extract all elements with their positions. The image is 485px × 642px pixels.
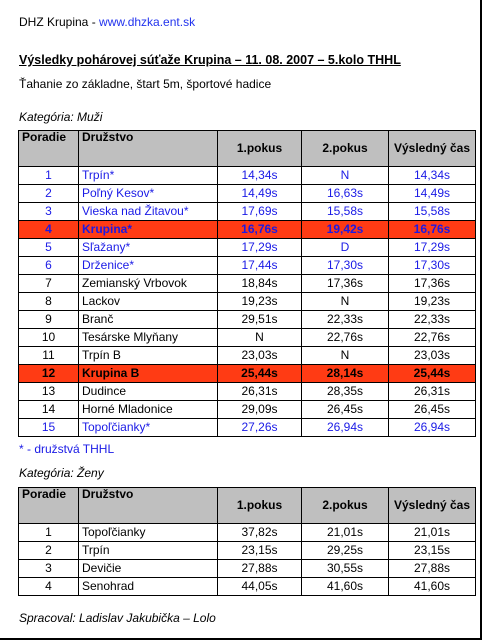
- team-cell: Topoľčianky: [79, 524, 218, 542]
- final-time-cell: 26,45s: [389, 401, 476, 419]
- attempt1-cell: 18,84s: [218, 275, 302, 293]
- final-time-cell: 26,31s: [389, 383, 476, 401]
- attempt1-cell: 27,88s: [218, 560, 302, 578]
- final-time-cell: 22,76s: [389, 329, 476, 347]
- rank-cell: 14: [19, 401, 79, 419]
- document-subtitle: Ťahanie zo základne, štart 5m, športové hadice: [19, 77, 272, 91]
- attempt1-cell: 29,51s: [218, 311, 302, 329]
- final-time-cell: 19,23s: [389, 293, 476, 311]
- attempt1-cell: 14,34s: [218, 167, 302, 185]
- table-row: [19, 311, 476, 329]
- thhl-note: * - družstvá THHL: [19, 442, 115, 456]
- final-time-cell: 14,49s: [389, 185, 476, 203]
- men-category-label: Kategória: Muži: [19, 110, 103, 124]
- rank-cell: 1: [19, 167, 79, 185]
- attempt1-cell: 29,09s: [218, 401, 302, 419]
- attempt2-cell: 22,33s: [302, 311, 389, 329]
- col-header-rank: Poradie: [19, 131, 79, 167]
- table-header-row: [19, 131, 476, 167]
- team-cell: Trpín: [79, 542, 218, 560]
- final-time-cell: 41,60s: [389, 578, 476, 596]
- final-time-cell: 25,44s: [389, 365, 476, 383]
- attempt2-cell: 15,58s: [302, 203, 389, 221]
- rank-cell: 1: [19, 524, 79, 542]
- table-row: [19, 365, 476, 383]
- team-cell: Tesárske Mlyňany: [79, 329, 218, 347]
- attempt2-cell: 26,94s: [302, 419, 389, 437]
- rank-cell: 9: [19, 311, 79, 329]
- rank-cell: 5: [19, 239, 79, 257]
- table-row: [19, 347, 476, 365]
- women-category-label: Kategória: Ženy: [19, 466, 104, 480]
- team-cell: Dudince: [79, 383, 218, 401]
- attempt2-cell: 28,35s: [302, 383, 389, 401]
- attempt2-cell: N: [302, 293, 389, 311]
- attempt1-cell: 44,05s: [218, 578, 302, 596]
- col-header-team: Družstvo: [79, 131, 218, 167]
- rank-cell: 3: [19, 560, 79, 578]
- table-row: [19, 329, 476, 347]
- table-row: [19, 221, 476, 239]
- table-row: [19, 542, 476, 560]
- attempt2-cell: N: [302, 167, 389, 185]
- final-time-cell: 17,30s: [389, 257, 476, 275]
- attempt2-cell: 22,76s: [302, 329, 389, 347]
- attempt2-cell: 17,36s: [302, 275, 389, 293]
- attempt1-cell: 17,44s: [218, 257, 302, 275]
- team-cell: Krupina B: [79, 365, 218, 383]
- attempt1-cell: 26,31s: [218, 383, 302, 401]
- col-header-team: Družstvo: [79, 488, 218, 524]
- header-separator: -: [88, 15, 100, 29]
- table-header-row: [19, 488, 476, 524]
- attempt2-cell: 21,01s: [302, 524, 389, 542]
- attempt1-cell: 23,15s: [218, 542, 302, 560]
- rank-cell: 7: [19, 275, 79, 293]
- attempt2-cell: 30,55s: [302, 560, 389, 578]
- team-cell: Senohrad: [79, 578, 218, 596]
- rank-cell: 8: [19, 293, 79, 311]
- attempt2-cell: 29,25s: [302, 542, 389, 560]
- attempt2-cell: N: [302, 347, 389, 365]
- attempt2-cell: 17,30s: [302, 257, 389, 275]
- rank-cell: 10: [19, 329, 79, 347]
- table-row: [19, 275, 476, 293]
- table-row: [19, 419, 476, 437]
- rank-cell: 11: [19, 347, 79, 365]
- website-link[interactable]: www.dhzka.ent.sk: [99, 15, 196, 29]
- col-header-attempt2: 2.pokus: [302, 131, 389, 167]
- team-cell: Vieska nad Žitavou*: [79, 203, 218, 221]
- final-time-cell: 26,94s: [389, 419, 476, 437]
- col-header-rank: Poradie: [19, 488, 79, 524]
- team-cell: Krupina*: [79, 221, 218, 239]
- final-time-cell: 27,88s: [389, 560, 476, 578]
- rank-cell: 4: [19, 221, 79, 239]
- team-cell: Trpín*: [79, 167, 218, 185]
- attempt1-cell: 17,69s: [218, 203, 302, 221]
- attempt1-cell: 37,82s: [218, 524, 302, 542]
- attempt2-cell: D: [302, 239, 389, 257]
- women-results-table: [18, 487, 476, 596]
- col-header-attempt1: 1.pokus: [218, 488, 302, 524]
- org-name: DHZ Krupina: [19, 15, 89, 29]
- processed-by-footer: Spracoval: Ladislav Jakubička – Lolo: [19, 611, 216, 625]
- rank-cell: 6: [19, 257, 79, 275]
- attempt1-cell: 23,03s: [218, 347, 302, 365]
- attempt1-cell: 17,29s: [218, 239, 302, 257]
- attempt1-cell: N: [218, 329, 302, 347]
- rank-cell: 13: [19, 383, 79, 401]
- table-row: [19, 524, 476, 542]
- attempt1-cell: 25,44s: [218, 365, 302, 383]
- document-title: Výsledky pohárovej súťaže Krupina – 11. 08. 2007 – 5.kolo THHL: [19, 53, 401, 67]
- team-cell: Sľažany*: [79, 239, 218, 257]
- final-time-cell: 16,76s: [389, 221, 476, 239]
- attempt2-cell: 41,60s: [302, 578, 389, 596]
- final-time-cell: 23,03s: [389, 347, 476, 365]
- attempt1-cell: 16,76s: [218, 221, 302, 239]
- team-cell: Branč: [79, 311, 218, 329]
- team-cell: Lackov: [79, 293, 218, 311]
- team-cell: Poľný Kesov*: [79, 185, 218, 203]
- rank-cell: 15: [19, 419, 79, 437]
- attempt1-cell: 19,23s: [218, 293, 302, 311]
- team-cell: Topoľčianky*: [79, 419, 218, 437]
- team-cell: Zemianský Vrbovok: [79, 275, 218, 293]
- team-cell: Drženice*: [79, 257, 218, 275]
- attempt2-cell: 28,14s: [302, 365, 389, 383]
- table-row: [19, 167, 476, 185]
- attempt2-cell: 26,45s: [302, 401, 389, 419]
- table-row: [19, 578, 476, 596]
- table-row: [19, 239, 476, 257]
- col-header-attempt2: 2.pokus: [302, 488, 389, 524]
- rank-cell: 4: [19, 578, 79, 596]
- final-time-cell: 17,36s: [389, 275, 476, 293]
- table-row: [19, 185, 476, 203]
- attempt2-cell: 16,63s: [302, 185, 389, 203]
- final-time-cell: 21,01s: [389, 524, 476, 542]
- final-time-cell: 14,34s: [389, 167, 476, 185]
- men-results-table: [18, 130, 476, 437]
- rank-cell: 12: [19, 365, 79, 383]
- table-row: [19, 293, 476, 311]
- table-row: [19, 560, 476, 578]
- final-time-cell: 23,15s: [389, 542, 476, 560]
- team-cell: Trpín B: [79, 347, 218, 365]
- team-cell: Horné Mladonice: [79, 401, 218, 419]
- rank-cell: 3: [19, 203, 79, 221]
- table-row: [19, 257, 476, 275]
- attempt2-cell: 19,42s: [302, 221, 389, 239]
- page-header: [19, 15, 195, 29]
- rank-cell: 2: [19, 185, 79, 203]
- col-header-final-time: Výsledný čas: [389, 488, 476, 524]
- team-cell: Devičie: [79, 560, 218, 578]
- table-row: [19, 203, 476, 221]
- col-header-final-time: Výsledný čas: [389, 131, 476, 167]
- attempt1-cell: 14,49s: [218, 185, 302, 203]
- col-header-attempt1: 1.pokus: [218, 131, 302, 167]
- final-time-cell: 17,29s: [389, 239, 476, 257]
- table-row: [19, 383, 476, 401]
- rank-cell: 2: [19, 542, 79, 560]
- final-time-cell: 15,58s: [389, 203, 476, 221]
- table-row: [19, 401, 476, 419]
- attempt1-cell: 27,26s: [218, 419, 302, 437]
- final-time-cell: 22,33s: [389, 311, 476, 329]
